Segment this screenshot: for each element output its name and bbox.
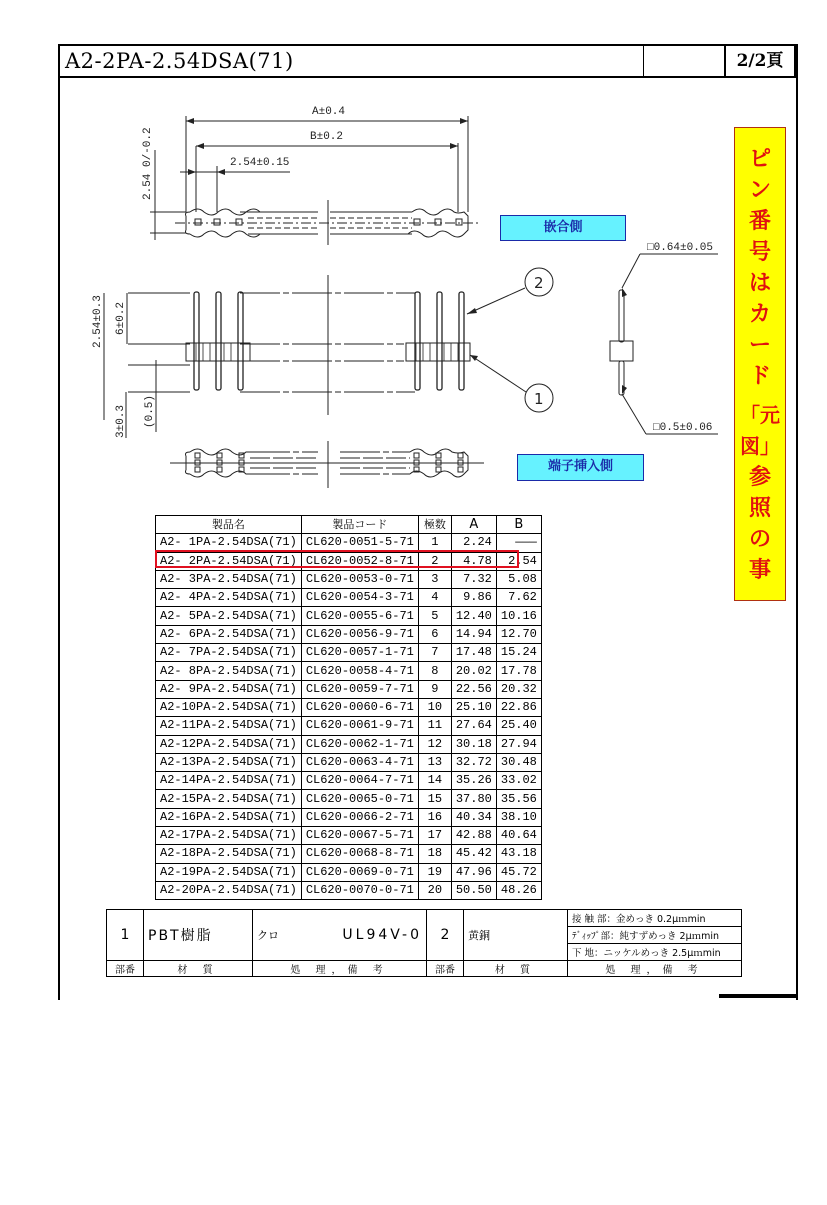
note-char: 照 [748, 496, 771, 521]
table-row [156, 570, 542, 588]
dim-a-value: 27.64 [451, 717, 496, 735]
product-name: A2- 5PA-2.54DSA(71) [156, 607, 302, 625]
hdr-material-1: 材 質 [144, 961, 253, 977]
col-product-code: 製品コード [301, 516, 418, 534]
part2-finish-contact: 接 触 部：金めっき 0.2μｍmin [568, 910, 742, 927]
part1-treatment [253, 910, 427, 961]
note-char: ー [748, 333, 771, 358]
product-name: A2- 8PA-2.54DSA(71) [156, 662, 302, 680]
product-code: CL620-0062-1-71 [301, 735, 418, 753]
product-code: CL620-0054-3-71 [301, 589, 418, 607]
dim-b-value: 10.16 [496, 607, 541, 625]
part2-material: 黄銅 [464, 910, 568, 961]
product-code: CL620-0068-8-71 [301, 845, 418, 863]
product-name: A2- 6PA-2.54DSA(71) [156, 625, 302, 643]
dim-b-value: 30.48 [496, 753, 541, 771]
product-code: CL620-0064-7-71 [301, 772, 418, 790]
dim-a-value: 2.24 [451, 534, 496, 552]
dim-a-value: 42.88 [451, 827, 496, 845]
materials-table [106, 909, 742, 977]
table-row [156, 753, 542, 771]
pin-count: 6 [418, 625, 451, 643]
dim-b-value: 17.78 [496, 662, 541, 680]
dim-a-value: 40.34 [451, 808, 496, 826]
dim-upper-pin-square: □0.64±0.05 [647, 242, 714, 254]
dim-b-value: ――― [496, 534, 541, 552]
table-row [156, 534, 542, 552]
pin-count: 15 [418, 790, 451, 808]
table-row [156, 790, 542, 808]
dim-pitch: 2.54±0.15 [230, 157, 290, 169]
product-code: CL620-0058-4-71 [301, 662, 418, 680]
table-row [156, 772, 542, 790]
hdr-part-no-2: 部番 [427, 961, 464, 977]
product-code: CL620-0065-0-71 [301, 790, 418, 808]
product-name: A2-18PA-2.54DSA(71) [156, 845, 302, 863]
table-row [156, 680, 542, 698]
dim-b-value: 38.10 [496, 808, 541, 826]
note-char: ド [748, 364, 771, 389]
part1-color: クロ [257, 929, 279, 942]
hdr-treatment-2: 処 理，備 考 [568, 961, 742, 977]
product-name: A2-17PA-2.54DSA(71) [156, 827, 302, 845]
table-row [156, 644, 542, 662]
dim-a-value: 45.42 [451, 845, 496, 863]
pin-count: 12 [418, 735, 451, 753]
pin-count: 11 [418, 717, 451, 735]
pin-number-note [734, 127, 786, 601]
mating-side-label: 嵌合側 [500, 215, 626, 241]
dim-b-value: 43.18 [496, 845, 541, 863]
pin-count: 14 [418, 772, 451, 790]
product-code: CL620-0067-5-71 [301, 827, 418, 845]
table-row [156, 698, 542, 716]
dim-b-value: 33.02 [496, 772, 541, 790]
technical-drawing [60, 78, 794, 498]
pin-count: 2 [418, 552, 451, 570]
dim-a-value: 37.80 [451, 790, 496, 808]
table-row [156, 589, 542, 607]
title-bar [58, 44, 796, 78]
note-char: は [748, 271, 771, 296]
table-row [156, 863, 542, 881]
note-char: 「元 [740, 403, 780, 427]
dim-b: B±0.2 [310, 131, 344, 143]
product-name: A2- 4PA-2.54DSA(71) [156, 589, 302, 607]
dim-b-value: 20.32 [496, 680, 541, 698]
note-char: ン [748, 178, 771, 203]
dim-a-value: 20.02 [451, 662, 496, 680]
product-code: CL620-0060-6-71 [301, 698, 418, 716]
dim-a-value: 17.48 [451, 644, 496, 662]
col-pin-count: 極数 [418, 516, 451, 534]
pin-count: 18 [418, 845, 451, 863]
page-indicator: 2/2頁 [736, 51, 784, 71]
dim-b-value: 48.26 [496, 881, 541, 899]
product-code: CL620-0055-6-71 [301, 607, 418, 625]
product-table [155, 515, 542, 900]
table-row [156, 735, 542, 753]
product-code: CL620-0069-0-71 [301, 863, 418, 881]
product-code: CL620-0066-2-71 [301, 808, 418, 826]
dim-a-value: 35.26 [451, 772, 496, 790]
title-blank-cell [644, 46, 726, 76]
product-code: CL620-0052-8-71 [301, 552, 418, 570]
pin-count: 13 [418, 753, 451, 771]
dim-b-value: 7.62 [496, 589, 541, 607]
table-row [156, 625, 542, 643]
col-b: B [496, 516, 541, 534]
pin-count: 7 [418, 644, 451, 662]
dim-b-value: 45.72 [496, 863, 541, 881]
table-row [156, 808, 542, 826]
note-char: の [748, 527, 771, 552]
product-name: A2-12PA-2.54DSA(71) [156, 735, 302, 753]
note-char: 号 [748, 240, 771, 265]
dim-gap: (0.5) [144, 394, 156, 428]
dim-a-value: 9.86 [451, 589, 496, 607]
table-row [156, 845, 542, 863]
materials-header-row [107, 961, 742, 977]
dim-b-value: 22.86 [496, 698, 541, 716]
note-char: 参 [748, 465, 771, 490]
pin-count: 1 [418, 534, 451, 552]
balloon-2-label: 2 [534, 274, 544, 292]
product-name: A2- 2PA-2.54DSA(71) [156, 552, 302, 570]
col-a: A [451, 516, 496, 534]
product-code: CL620-0059-7-71 [301, 680, 418, 698]
pin-count: 17 [418, 827, 451, 845]
note-char: 番 [748, 209, 771, 234]
table-row [156, 717, 542, 735]
product-code: CL620-0053-0-71 [301, 570, 418, 588]
part1-number: 1 [107, 910, 144, 961]
dim-a-value: 14.94 [451, 625, 496, 643]
pin-count: 20 [418, 881, 451, 899]
product-name: A2-10PA-2.54DSA(71) [156, 698, 302, 716]
table-row [156, 827, 542, 845]
product-code: CL620-0063-4-71 [301, 753, 418, 771]
product-name: A2- 1PA-2.54DSA(71) [156, 534, 302, 552]
product-code: CL620-0070-0-71 [301, 881, 418, 899]
frame-corner-bar [719, 994, 796, 998]
dim-total-height: 2.54±0.3 [92, 295, 104, 348]
table-row [156, 662, 542, 680]
dim-b-value: 15.24 [496, 644, 541, 662]
product-name: A2- 9PA-2.54DSA(71) [156, 680, 302, 698]
pin-count: 10 [418, 698, 451, 716]
part2-finish-base: 下 地：ニッケルめっき 2.5μｍmin [568, 944, 742, 961]
dim-b-value: 12.70 [496, 625, 541, 643]
dim-a-value: 22.56 [451, 680, 496, 698]
dim-a-value: 32.72 [451, 753, 496, 771]
part-number-title: A2-2PA-2.54DSA(71) [60, 46, 644, 76]
pin-count: 4 [418, 589, 451, 607]
dim-a-value: 50.50 [451, 881, 496, 899]
part2-number: 2 [427, 910, 464, 961]
dim-a-value: 47.96 [451, 863, 496, 881]
pin-count: 5 [418, 607, 451, 625]
part1-material: PBT樹脂 [144, 910, 253, 961]
dim-a: A±0.4 [312, 106, 346, 118]
table-row [156, 607, 542, 625]
dim-b-value: 2.54 [496, 552, 541, 570]
product-name: A2-19PA-2.54DSA(71) [156, 863, 302, 881]
dim-width: 2.54 0/-0.2 [142, 127, 154, 200]
dim-a-value: 30.18 [451, 735, 496, 753]
product-code: CL620-0061-9-71 [301, 717, 418, 735]
dim-lower-pin-square: □0.5±0.06 [653, 422, 713, 434]
dim-a-value: 25.10 [451, 698, 496, 716]
pin-count: 8 [418, 662, 451, 680]
product-name: A2-15PA-2.54DSA(71) [156, 790, 302, 808]
connector-drawing [60, 78, 794, 498]
dim-upper-pin: 6±0.2 [115, 301, 127, 335]
product-name: A2-14PA-2.54DSA(71) [156, 772, 302, 790]
pin-count: 9 [418, 680, 451, 698]
dim-b-value: 27.94 [496, 735, 541, 753]
dim-b-value: 35.56 [496, 790, 541, 808]
part1-rating: UL94V-0 [342, 927, 422, 943]
pin-count: 3 [418, 570, 451, 588]
col-product-name: 製品名 [156, 516, 302, 534]
note-char: 事 [748, 558, 771, 583]
hdr-material-2: 材 質 [464, 961, 568, 977]
product-code: CL620-0057-1-71 [301, 644, 418, 662]
pin-count: 19 [418, 863, 451, 881]
dim-lower-pin: 3±0.3 [115, 404, 127, 438]
hdr-part-no-1: 部番 [107, 961, 144, 977]
product-name: A2- 7PA-2.54DSA(71) [156, 644, 302, 662]
insertion-side-label: 端子挿入側 [517, 454, 644, 481]
table-row [156, 552, 542, 570]
product-name: A2-11PA-2.54DSA(71) [156, 717, 302, 735]
product-name: A2-20PA-2.54DSA(71) [156, 881, 302, 899]
product-code: CL620-0051-5-71 [301, 534, 418, 552]
hdr-treatment-1: 処 理，備 考 [253, 961, 427, 977]
pin-count: 16 [418, 808, 451, 826]
dim-b-value: 40.64 [496, 827, 541, 845]
note-char: カ [748, 302, 771, 327]
product-name: A2-13PA-2.54DSA(71) [156, 753, 302, 771]
table-header-row [156, 516, 542, 534]
note-char: ピ [748, 147, 771, 172]
dim-a-value: 12.40 [451, 607, 496, 625]
dim-a-value: 7.32 [451, 570, 496, 588]
note-char: 図」 [740, 434, 780, 458]
product-name: A2-16PA-2.54DSA(71) [156, 808, 302, 826]
dim-b-value: 5.08 [496, 570, 541, 588]
dim-b-value: 25.40 [496, 717, 541, 735]
product-code: CL620-0056-9-71 [301, 625, 418, 643]
product-name: A2- 3PA-2.54DSA(71) [156, 570, 302, 588]
part2-finish-dip: ﾃﾞｨｯﾌﾟ部：純すずめっき 2μｍmin [568, 927, 742, 944]
table-row [156, 881, 542, 899]
dim-a-value: 4.78 [451, 552, 496, 570]
balloon-1-label: 1 [534, 390, 544, 408]
